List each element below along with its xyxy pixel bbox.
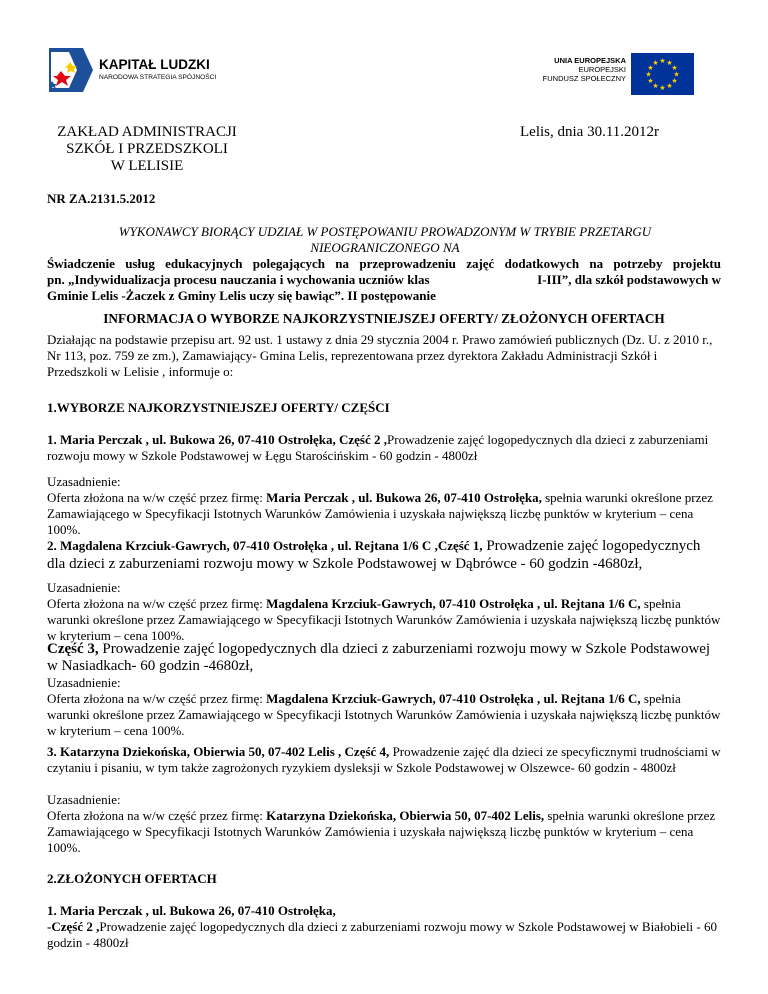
item1-bold: 1. Maria Perczak , ul. Bukowa 26, 07-410 Ostrołęka, Część 2 , (47, 432, 388, 447)
item1-offer-rest: spełnia warunki określone przez Zamawiającego w Specyfikacji Istotnych Warunków Zamówienia i uzyskała największą liczbę punktów w kryterium – cena 100%. (47, 490, 713, 537)
eu-logo-line3: FUNDUSZ SPOŁECZNY (542, 74, 626, 83)
offer-prefix: Oferta złożona na w/w część przez firmę: (47, 490, 267, 505)
reference-number: NR ZA.2131.5.2012 (47, 191, 156, 206)
item2-offer-firm: Magdalena Krzciuk-Gawrych, 07-410 Ostrołęka , ul. Rejtana 1/6 C, (266, 596, 641, 611)
s2-item1-name: 1. Maria Perczak , ul. Bukowa 26, 07-410 Ostrołęka, (47, 903, 336, 918)
section2-heading: 2.ZŁOŻONYCH OFERTACH (47, 871, 217, 886)
item2-offer-rest: spełnia warunki określone przez Zamawiającego w Specyfikacji Istotnych Warunków Zamówienia i uzyskała największą liczbę punktów w kryterium – cena 100%. (47, 596, 721, 643)
svg-text:★: ★ (673, 70, 680, 79)
s2-item1 (47, 903, 721, 951)
organization-block (47, 124, 247, 175)
svg-text:★: ★ (647, 77, 654, 85)
subject-line2b: I-III”, dla szkół podstawowych w (537, 272, 721, 287)
place-date: Lelis, dnia 30.11.2012r (520, 124, 660, 140)
subject-line1: Świadczenie usług edukacyjnych polegających na przeprowadzeniu zajęć dodatkowych na potrzeby projektu (47, 256, 721, 271)
item2b-justification (47, 675, 721, 739)
legal-basis: Działając na podstawie przepisu art. 92 ust. 1 ustawy z dnia 29 stycznia 2004 r. Prawo zamówień publicznych (Dz. U. z 2010 r., Nr 113, poz. 759 ze zm.), Zamawiający- Gmina Lelis, reprezentowana przez dyrektora Zakładu Administracji Szkół i Przedszkoli w Lelisie , informuje o: (47, 332, 713, 379)
item3-bold: 3. Katarzyna Dziekońska, Obierwia 50, 07-402 Lelis , Część 4, (47, 744, 390, 759)
justification-label: Uzasadnienie: (47, 580, 121, 595)
item2-text: Prowadzenie zajęć logopedycznych dla dzieci z zaburzeniami rozwoju mowy w Szkole Podstawowej w Dąbrówce - 60 godzin -4680zł, (47, 538, 701, 572)
offer-prefix: Oferta złożona na w/w część przez firmę: (47, 596, 267, 611)
svg-text:★: ★ (666, 82, 673, 90)
svg-text:★: ★ (671, 64, 678, 72)
item2-justification (47, 580, 721, 644)
subject-line3: Gminie Lelis -Żaczek z Gminy Lelis uczy się bawiąc”. II postępowanie (47, 288, 436, 303)
svg-text:★: ★ (652, 59, 659, 67)
s2-item1-text: Prowadzenie zajęć logopedycznych dla dzieci z zaburzeniami rozwoju mowy w Szkole Podstawowej w Białobieli - 60 godzin - 4800zł (47, 919, 718, 950)
item2b-text: Prowadzenie zajęć logopedycznych dla dzieci z zaburzeniami rozwoju mowy w Szkole Podstawowej w Nasiadkach- 60 godzin -4680zł, (47, 641, 711, 674)
item1-justification (47, 474, 721, 538)
item2b-offer-rest: spełnia warunki określone przez Zamawiającego w Specyfikacji Istotnych Warunków Zamówienia i uzyskała największą liczbę punktów w kryterium – cena 100%. (47, 691, 721, 738)
item3-offer-firm: Katarzyna Dziekońska, Obierwia 50, 07-402 Lelis, (266, 808, 545, 823)
svg-text:★: ★ (645, 70, 652, 79)
kapital-ludzki-subtitle: NARODOWA STRATEGIA SPÓJNOŚCI (99, 74, 217, 81)
eu-logo-line1: UNIA EUROPEJSKA (554, 56, 626, 65)
justification-label: Uzasadnienie: (47, 792, 121, 807)
addressee: WYKONAWCY BIORĄCY UDZIAŁ W POSTĘPOWANIU PROWADZONYM W TRYBIE PRZETARGU NIEOGRANICZONEGO NA (118, 224, 652, 255)
kapital-ludzki-logo (47, 46, 257, 94)
item3 (47, 744, 721, 776)
item2b-bold: Część 3, (47, 641, 99, 657)
item3-offer-rest: spełnia warunki określone przez Zamawiającego w Specyfikacji Istotnych Warunków Zamówienia i uzyskała największą liczbę punktów w kryterium – cena 100%. (47, 808, 716, 855)
item2 (47, 537, 721, 573)
item1-offer-firm: Maria Perczak , ul. Bukowa 26, 07-410 Ostrołęka, (266, 490, 542, 505)
offer-prefix: Oferta złożona na w/w część przez firmę: (47, 691, 267, 706)
subject (47, 256, 721, 304)
svg-text:★: ★ (659, 84, 666, 92)
item3-text: Prowadzenie zajęć dla dzieci ze specyficznymi trudnościami w czytaniu i pisaniu, w tym także zagrożonych ryzykiem dysleksji w Szkole Podstawowej w Olszewce- 60 godzin - 4800zł (47, 744, 721, 775)
subject-line2a: pn. „Indywidualizacja procesu nauczania i wychowania uczniów klas (47, 272, 430, 287)
svg-text:★: ★ (647, 64, 654, 72)
kapital-ludzki-title: KAPITAŁ LUDZKI (99, 57, 210, 72)
org-line1: ZAKŁAD ADMINISTRACJI (57, 124, 237, 140)
document-title: INFORMACJA O WYBORZE NAJKORZYSTNIEJSZEJ OFERTY/ ZŁOŻONYCH OFERTACH (103, 311, 665, 326)
org-line2: SZKÓŁ I PRZEDSZKOLI (66, 141, 228, 157)
eu-logo-line2: EUROPEJSKI (578, 65, 626, 74)
svg-text:★: ★ (652, 82, 659, 90)
item1-text: Prowadzenie zajęć logopedycznych dla dzieci z zaburzeniami rozwoju mowy w Szkole Podstawowej w Łęgu Starościńskim - 60 godzin - 4800zł (47, 432, 709, 463)
item2b-offer-firm: Magdalena Krzciuk-Gawrych, 07-410 Ostrołęka , ul. Rejtana 1/6 C, (266, 691, 641, 706)
svg-text:★: ★ (666, 59, 673, 67)
item1 (47, 432, 721, 464)
offer-prefix: Oferta złożona na w/w część przez firmę: (47, 808, 267, 823)
item2b (47, 641, 721, 675)
eu-flag-icon (631, 53, 694, 95)
justification-label: Uzasadnienie: (47, 474, 121, 489)
eu-logo (535, 53, 700, 95)
svg-text:★: ★ (659, 57, 666, 65)
justification-label: Uzasadnienie: (47, 675, 121, 690)
svg-text:★: ★ (671, 77, 678, 85)
kapital-ludzki-emblem-icon (47, 46, 95, 94)
s2-item1-part: -Część 2 , (47, 919, 100, 934)
item3-justification (47, 792, 721, 856)
org-line3: W LELISIE (110, 158, 184, 174)
section1-heading: 1.WYBORZE NAJKORZYSTNIEJSZEJ OFERTY/ CZĘŚCI (47, 400, 390, 415)
item2-bold: 2. Magdalena Krzciuk-Gawrych, 07-410 Ostrołęka , ul. Rejtana 1/6 C ,Część 1, (47, 538, 483, 553)
